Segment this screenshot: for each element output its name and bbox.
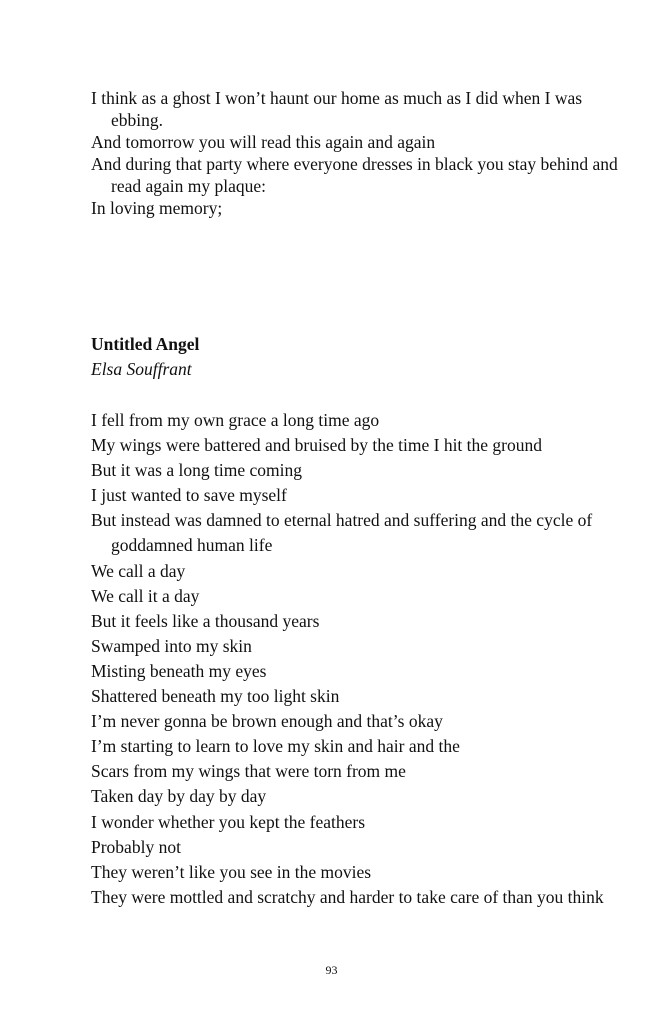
poem-line: I just wanted to save myself	[91, 485, 287, 506]
poem-line: They weren’t like you see in the movies	[91, 861, 372, 882]
poem-title: Untitled Angel	[91, 334, 200, 354]
poem-line: I wonder whether you kept the feathers	[91, 811, 366, 832]
poem-line: I think as a ghost I won’t haunt our home as much as I did when I was ebbing.	[91, 88, 583, 130]
poem-line: Probably not	[91, 836, 181, 857]
poem-line: We call a day	[91, 560, 186, 581]
poem-line: They were mottled and scratchy and harder to take care of than you think	[91, 886, 604, 907]
poem-line: I’m starting to learn to love my skin and hair and the	[91, 736, 460, 757]
previous-poem-ending	[91, 87, 621, 219]
poem-line: In loving memory;	[91, 198, 223, 218]
poem-line: Shattered beneath my too light skin	[91, 686, 340, 707]
poem-line: I’m never gonna be brown enough and that’s okay	[91, 711, 443, 732]
poem-line: My wings were battered and bruised by the time I hit the ground	[91, 435, 543, 456]
poem-line: We call it a day	[91, 585, 200, 606]
poem-line: But it was a long time coming	[91, 460, 302, 481]
poem-line: But it feels like a thousand years	[91, 610, 320, 631]
poem-author: Elsa Souffrant	[91, 359, 192, 379]
poem-line: And during that party where everyone dresses in black you stay behind and read again my plaque:	[91, 154, 618, 196]
poem-line: Swamped into my skin	[91, 635, 252, 656]
page-number: 93	[325, 963, 338, 977]
poem-line: I fell from my own grace a long time ago	[91, 410, 380, 430]
poem-line: And tomorrow you will read this again and again	[91, 132, 436, 152]
poem-body	[91, 408, 621, 910]
poem-line: Taken day by day by day	[91, 786, 267, 807]
poem-line: But instead was damned to eternal hatred and suffering and the cycle of goddamned human life	[91, 510, 593, 556]
poem-line: Misting beneath my eyes	[91, 660, 267, 681]
poem-line: Scars from my wings that were torn from me	[91, 761, 406, 782]
